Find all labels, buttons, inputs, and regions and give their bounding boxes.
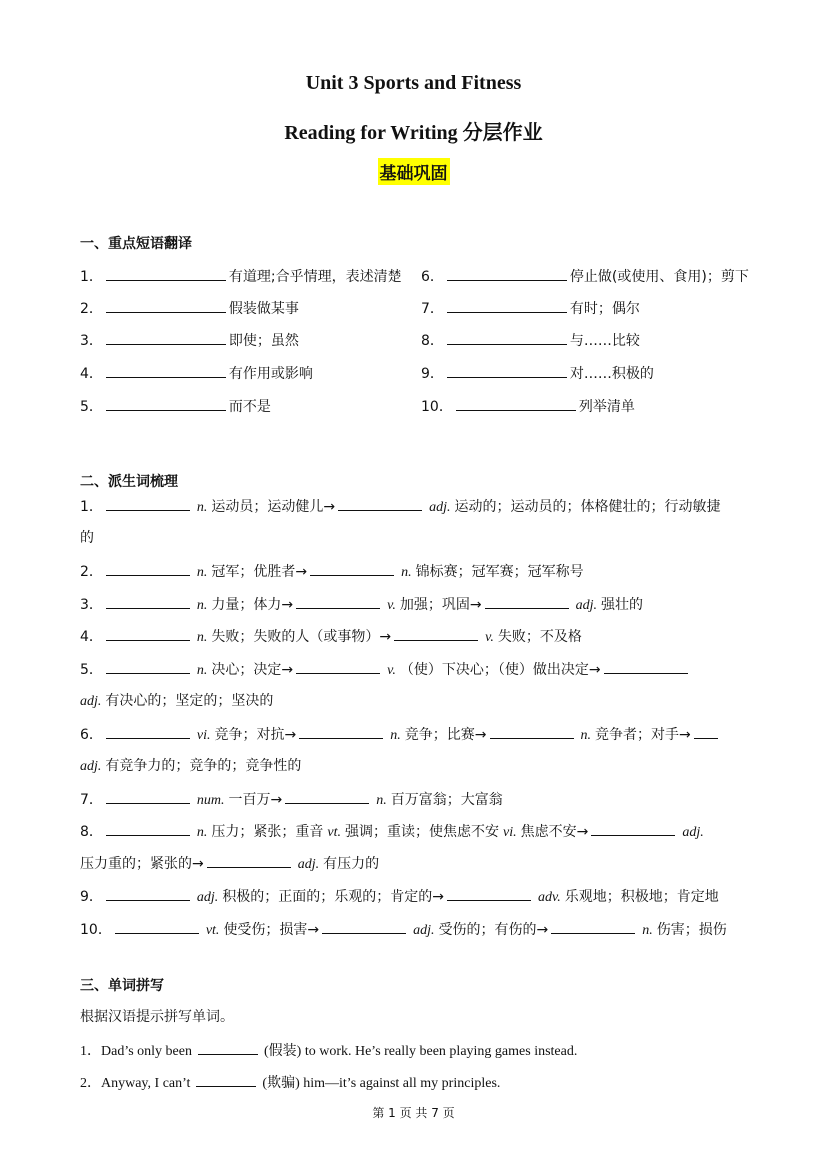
- answer-blank[interactable]: [198, 1040, 258, 1055]
- derivative-item: [80, 919, 727, 941]
- sentence-text: Dad’s only been: [101, 1044, 192, 1059]
- answer-blank[interactable]: [106, 789, 190, 804]
- answer-blank[interactable]: [106, 496, 190, 511]
- derivative-item: [80, 821, 708, 843]
- answer-blank[interactable]: [394, 626, 478, 641]
- derivative-item: [80, 496, 721, 518]
- answer-blank[interactable]: [299, 724, 383, 739]
- pos-label: adv.: [538, 890, 561, 905]
- answer-blank[interactable]: [106, 594, 190, 609]
- pos-label: n.: [196, 630, 208, 645]
- item-number: 7．: [421, 301, 444, 317]
- pos-label: n.: [642, 923, 653, 938]
- definition-text: 锦标赛；冠军赛；冠军称号: [415, 564, 584, 580]
- pos-label: vi.: [503, 825, 517, 840]
- answer-blank[interactable]: [106, 561, 190, 576]
- definition-text: 强壮的: [600, 597, 643, 613]
- phrase-item: [421, 298, 640, 319]
- answer-blank[interactable]: [207, 853, 291, 868]
- phrase-item: [80, 330, 299, 351]
- answer-blank[interactable]: [296, 659, 380, 674]
- definition-text: 一百万→: [228, 792, 283, 808]
- phrase-meaning: 列举清单: [578, 399, 635, 415]
- definition-text: 竞争者；对手→: [595, 727, 691, 743]
- item-number: 1．: [80, 499, 103, 515]
- chinese-hint: (欺骗): [262, 1076, 300, 1091]
- item-number: 5．: [80, 399, 103, 415]
- definition-text: 强调；重读；使焦虑不安: [345, 824, 500, 840]
- answer-blank[interactable]: [447, 886, 531, 901]
- derivative-continuation: 的: [80, 530, 94, 546]
- pos-label: n.: [376, 793, 387, 808]
- item-number: 1．: [80, 1044, 101, 1059]
- derivative-item: [80, 724, 721, 746]
- chinese-hint: (假装): [263, 1044, 302, 1059]
- answer-blank[interactable]: [694, 724, 718, 739]
- definition-text: 有压力的: [323, 856, 380, 872]
- page-footer: 第 1 页 共 7 页: [372, 1106, 455, 1120]
- phrase-meaning: 即使；虽然: [228, 333, 299, 349]
- definition-text: 焦虑不安→: [520, 824, 589, 840]
- item-number: 3．: [80, 333, 103, 349]
- pos-label: adj.: [429, 500, 451, 515]
- pos-label: num.: [196, 793, 225, 808]
- phrase-meaning: 而不是: [228, 399, 271, 415]
- pos-label: adj.: [413, 923, 435, 938]
- definition-text: 受伤的；有伤的→: [438, 922, 549, 938]
- derivative-item: [80, 659, 691, 681]
- answer-blank[interactable]: [604, 659, 688, 674]
- level-badge-wrap: [0, 158, 827, 185]
- pos-label: n.: [401, 565, 412, 580]
- item-number: 8．: [421, 333, 444, 349]
- item-number: 9．: [80, 889, 103, 905]
- pos-label: n.: [196, 598, 208, 613]
- pos-label: v.: [387, 598, 396, 613]
- document-subtitle: Reading for Writing 分层作业: [284, 122, 543, 144]
- phrase-meaning: 对……积极的: [569, 366, 654, 382]
- pos-label: adj.: [80, 759, 102, 774]
- section2-heading: 二、派生词梳理: [80, 474, 178, 490]
- pos-label: n.: [196, 663, 208, 678]
- answer-blank[interactable]: [106, 821, 190, 836]
- definition-text: 决心；决定→: [211, 662, 294, 678]
- derivative-continuation: [80, 691, 273, 712]
- definition-text: 加强；巩固→: [399, 597, 482, 613]
- section3-heading: 三、单词拼写: [80, 978, 164, 994]
- answer-blank[interactable]: [447, 363, 567, 378]
- definition-text: 有竞争力的；竞争的；竞争性的: [105, 758, 302, 774]
- item-number: 4．: [80, 366, 103, 382]
- derivative-item: [80, 626, 582, 648]
- answer-blank[interactable]: [447, 330, 567, 345]
- answer-blank[interactable]: [106, 659, 190, 674]
- level-badge: 基础巩固: [378, 158, 450, 185]
- section1-heading: 一、重点短语翻译: [80, 236, 192, 252]
- definition-text: 使受伤；损害→: [223, 922, 320, 938]
- answer-blank[interactable]: [196, 1072, 256, 1087]
- definition-text: 力量；体力→: [211, 597, 294, 613]
- item-number: 7．: [80, 792, 103, 808]
- pos-label: adj.: [682, 825, 704, 840]
- answer-blank[interactable]: [338, 496, 422, 511]
- item-number: 2．: [80, 564, 103, 580]
- pos-label: n.: [390, 728, 401, 743]
- phrase-item: [80, 298, 299, 319]
- definition-text: 失败；不及格: [497, 629, 582, 645]
- definition-text: 运动员；运动健儿→: [211, 499, 336, 515]
- answer-blank[interactable]: [310, 561, 394, 576]
- pos-label: v.: [387, 663, 396, 678]
- derivative-item: [80, 594, 643, 616]
- definition-text: 有决心的；坚定的；坚决的: [105, 693, 274, 709]
- item-number: 4．: [80, 629, 103, 645]
- answer-blank[interactable]: [106, 626, 190, 641]
- definition-text: 运动的；运动员的；体格健壮的；行动敏捷: [454, 499, 721, 515]
- item-number: 1．: [80, 269, 103, 285]
- answer-blank[interactable]: [106, 330, 226, 345]
- pos-label: n.: [196, 825, 208, 840]
- item-number: 10．: [80, 922, 112, 938]
- answer-blank[interactable]: [551, 919, 635, 934]
- phrase-item: [421, 363, 654, 384]
- phrase-item: [421, 330, 640, 351]
- phrase-item: [421, 396, 635, 417]
- pos-label: v.: [485, 630, 494, 645]
- pos-label: vt.: [205, 923, 220, 938]
- definition-text: 积极的；正面的；乐观的；肯定的→: [222, 889, 445, 905]
- definition-text: 乐观地；积极地；肯定地: [564, 889, 719, 905]
- derivative-item: [80, 789, 503, 811]
- answer-blank[interactable]: [490, 724, 574, 739]
- item-number: 3．: [80, 597, 103, 613]
- item-number: 5．: [80, 662, 103, 678]
- pos-label: adj.: [575, 598, 597, 613]
- spelling-item: [80, 1040, 577, 1062]
- answer-blank[interactable]: [106, 396, 226, 411]
- pos-label: n.: [196, 565, 208, 580]
- phrase-item: [80, 363, 313, 384]
- pos-label: vi.: [196, 728, 211, 743]
- answer-blank[interactable]: [106, 298, 226, 313]
- section3-instruction: 根据汉语提示拼写单词。: [80, 1009, 234, 1025]
- answer-blank[interactable]: [106, 886, 190, 901]
- phrase-meaning: 与……比较: [569, 333, 640, 349]
- answer-blank[interactable]: [296, 594, 380, 609]
- answer-blank[interactable]: [106, 363, 226, 378]
- item-number: 6．: [421, 269, 444, 285]
- pos-label: n.: [580, 728, 591, 743]
- item-number: 10．: [421, 399, 453, 415]
- definition-text: 压力；紧张；重音: [211, 824, 324, 840]
- definition-text: 百万富翁；大富翁: [390, 792, 503, 808]
- definition-text: 冠军；优胜者→: [211, 564, 308, 580]
- spelling-item: [80, 1072, 500, 1094]
- definition-text: 失败；失败的人（或事物）→: [211, 629, 392, 645]
- sentence-text: to work. He’s really been playing games instead.: [304, 1044, 578, 1059]
- pos-label: n.: [196, 500, 208, 515]
- definition-text: 竞争；对抗→: [214, 727, 297, 743]
- item-number: 2．: [80, 301, 103, 317]
- answer-blank[interactable]: [447, 298, 567, 313]
- answer-blank[interactable]: [106, 266, 226, 281]
- definition-text: 压力重的；紧张的→: [80, 856, 204, 872]
- item-number: 8．: [80, 824, 103, 840]
- phrase-meaning: 假装做某事: [228, 301, 299, 317]
- sentence-text: him—it’s against all my principles.: [303, 1076, 501, 1091]
- derivative-continuation: [80, 853, 379, 875]
- answer-blank[interactable]: [485, 594, 569, 609]
- document-title: Unit 3 Sports and Fitness: [305, 72, 522, 94]
- item-number: 2．: [80, 1076, 101, 1091]
- pos-label: adj.: [196, 890, 219, 905]
- answer-blank[interactable]: [591, 821, 675, 836]
- definition-text: （使）下决心；（使）做出决定→: [399, 662, 601, 678]
- pos-label: vt.: [327, 825, 342, 840]
- item-number: 9．: [421, 366, 444, 382]
- phrase-meaning: 有时；偶尔: [569, 301, 640, 317]
- answer-blank[interactable]: [447, 266, 567, 281]
- answer-blank[interactable]: [285, 789, 369, 804]
- phrase-item: [421, 266, 749, 287]
- definition-text: 伤害；损伤: [656, 922, 727, 938]
- phrase-item: [80, 396, 271, 417]
- answer-blank[interactable]: [456, 396, 576, 411]
- derivative-item: [80, 561, 584, 583]
- pos-label: adj.: [297, 857, 320, 872]
- phrase-meaning: 有道理;合乎情理，表述清楚: [228, 269, 402, 285]
- definition-text: 竞争；比赛→: [404, 727, 487, 743]
- sentence-text: Anyway, I can’t: [101, 1076, 191, 1091]
- phrase-item: [80, 266, 402, 287]
- answer-blank[interactable]: [115, 919, 199, 934]
- answer-blank[interactable]: [106, 724, 190, 739]
- derivative-continuation: [80, 756, 301, 777]
- pos-label: adj.: [80, 694, 102, 709]
- item-number: 6．: [80, 727, 103, 743]
- answer-blank[interactable]: [322, 919, 406, 934]
- phrase-meaning: 停止做(或使用、食用)；剪下: [569, 269, 749, 285]
- derivative-item: [80, 886, 719, 908]
- phrase-meaning: 有作用或影响: [228, 366, 313, 382]
